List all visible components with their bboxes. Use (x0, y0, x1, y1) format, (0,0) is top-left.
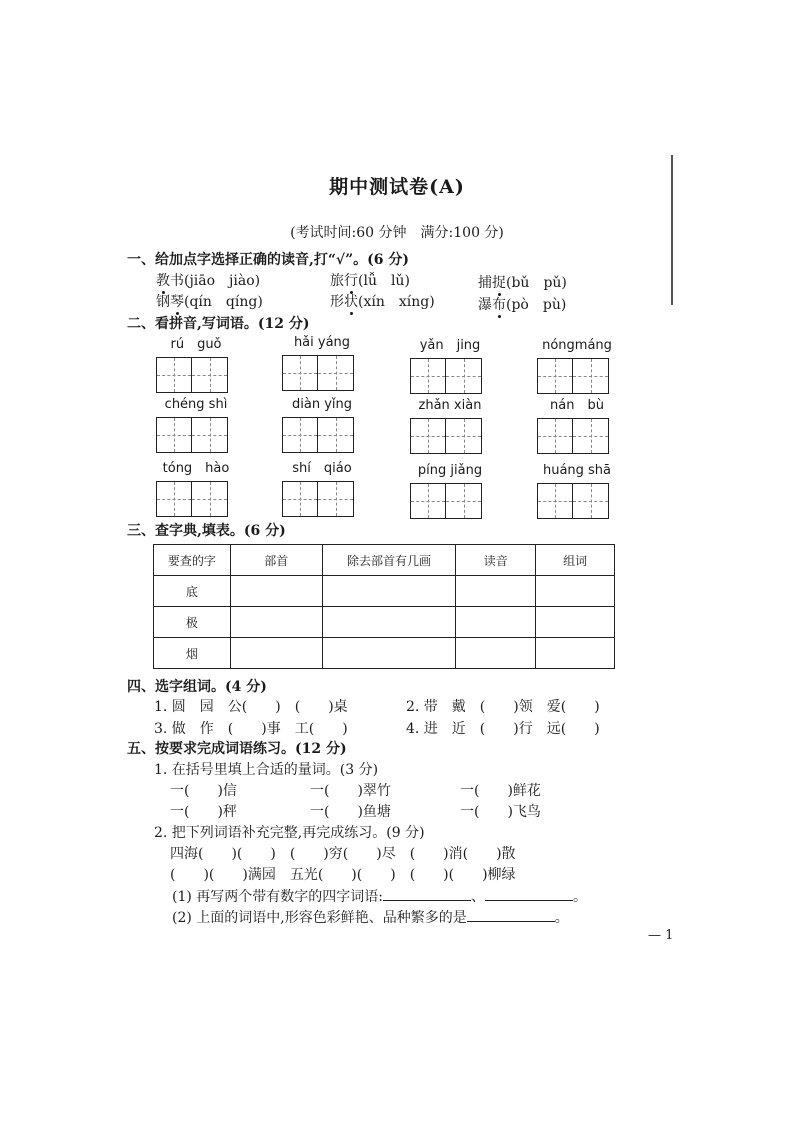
question-5-1: 1. 在括号里填上合适的量词。(3 分) (154, 762, 379, 778)
pinyin-word-11 (410, 462, 490, 519)
pinyin-word-5 (156, 396, 236, 453)
table-header: 除去部首有几画 (322, 545, 456, 576)
pinyin-label: nóngmáng (542, 338, 612, 353)
pinyin-label: rú guǒ (170, 337, 222, 352)
word-choice-1: 1. 圆 园 公( ) ( )桌 (154, 699, 348, 715)
writing-grid[interactable] (410, 418, 490, 454)
table-cell-blank[interactable] (456, 607, 536, 638)
pinyin-word-6 (282, 396, 362, 453)
table-header: 读音 (456, 545, 536, 576)
pinyin-word-9 (156, 460, 236, 517)
pinyin-label: tóng hào (162, 461, 230, 476)
answer-blank[interactable] (467, 907, 555, 922)
section-4-heading: 四、选字组词。(4 分) (127, 679, 267, 695)
measure-word-3: 一( )鲜花 (460, 783, 541, 799)
section-1-heading: 一、给加点字选择正确的读音,打“√”。(6 分) (127, 252, 410, 268)
writing-grid[interactable] (537, 483, 617, 519)
table-cell-blank[interactable] (536, 607, 615, 638)
table-cell-blank[interactable] (456, 638, 536, 669)
pinyin-choice-1: 教书(jiāo jiào) (156, 273, 261, 289)
pinyin-label: nán bù (550, 398, 604, 413)
table-row (154, 576, 615, 607)
pinyin-label: huáng shā (542, 463, 612, 478)
word-choice-2: 2. 带 戴 ( )领 爱( ) (406, 699, 600, 715)
table-cell-blank[interactable] (456, 576, 536, 607)
pinyin-label: yǎn jing (419, 338, 481, 353)
table-cell-blank[interactable] (322, 638, 456, 669)
pinyin-choice-6: 瀑布(pò pù) (478, 297, 567, 313)
section-3-heading: 三、查字典,填表。(6 分) (127, 523, 286, 539)
table-cell-blank[interactable] (536, 576, 615, 607)
idiom-line-2: ( )( )满园 五光( )( ) ( )( )柳绿 (170, 867, 516, 883)
section-2-heading: 二、看拼音,写词语。(12 分) (127, 316, 310, 332)
pinyin-label: píng jiǎng (417, 463, 483, 478)
measure-word-5: 一( )鱼塘 (310, 804, 391, 820)
sub-question-2: (2) 上面的词语中,形容色彩鲜艳、品种繁多的是 。 (172, 907, 569, 927)
sub-question-1: (1) 再写两个带有数字的四字词语: 、 。 (172, 886, 587, 906)
pinyin-label: zhǎn xiàn (418, 398, 482, 413)
table-cell-char: 烟 (154, 638, 231, 669)
pinyin-choice-5: 形状(xín xíng) (330, 294, 435, 310)
section-5-heading: 五、按要求完成词语练习。(12 分) (127, 741, 347, 757)
idiom-line-1: 四海( )( ) ( )穷( )尽 ( )消( )散 (170, 846, 516, 862)
writing-grid[interactable] (282, 481, 362, 517)
exam-info: (考试时间:60 分钟 满分:100 分) (290, 225, 504, 241)
writing-grid[interactable] (537, 418, 617, 454)
writing-grid[interactable] (410, 483, 490, 519)
answer-blank[interactable] (383, 886, 471, 901)
pinyin-label: diàn yǐng (292, 397, 352, 412)
table-cell-blank[interactable] (536, 638, 615, 669)
word-choice-3: 3. 做 作 ( )事 工( ) (154, 721, 348, 737)
table-row (154, 607, 615, 638)
writing-grid[interactable] (282, 417, 362, 453)
table-cell-char: 底 (154, 576, 231, 607)
table-header-row (154, 545, 615, 576)
pinyin-choice-3: 捕捉(bǔ pǔ) (478, 275, 567, 291)
writing-grid[interactable] (156, 357, 236, 393)
writing-grid[interactable] (537, 358, 617, 394)
table-header: 组词 (536, 545, 615, 576)
pinyin-word-8 (537, 397, 617, 454)
answer-blank[interactable] (485, 886, 573, 901)
pinyin-word-12 (537, 462, 617, 519)
pinyin-label: shí qiáo (292, 461, 352, 476)
writing-grid[interactable] (282, 355, 362, 391)
writing-grid[interactable] (156, 417, 236, 453)
word-choice-4: 4. 进 近 ( )行 远( ) (406, 721, 600, 737)
measure-word-4: 一( )秤 (170, 804, 237, 820)
table-cell-blank[interactable] (322, 607, 456, 638)
table-cell-blank[interactable] (322, 576, 456, 607)
table-header: 部首 (230, 545, 322, 576)
pinyin-choice-4: 钢琴(qín qíng) (156, 294, 263, 310)
pinyin-label: hǎi yáng (293, 335, 351, 350)
table-cell-blank[interactable] (230, 638, 322, 669)
measure-word-1: 一( )信 (170, 783, 237, 799)
table-cell-char: 极 (154, 607, 231, 638)
measure-word-2: 一( )翠竹 (310, 783, 391, 799)
dictionary-table (153, 544, 615, 669)
pinyin-label: chéng shì (164, 397, 228, 412)
measure-word-6: 一( )飞鸟 (460, 804, 541, 820)
question-5-2: 2. 把下列词语补充完整,再完成练习。(9 分) (154, 825, 425, 841)
pinyin-word-3 (410, 337, 490, 394)
writing-grid[interactable] (410, 358, 490, 394)
writing-grid[interactable] (156, 481, 236, 517)
pinyin-word-1 (156, 336, 236, 393)
pinyin-choice-2: 旅行(lǚ lǔ) (330, 273, 410, 289)
pinyin-word-10 (282, 460, 362, 517)
table-cell-blank[interactable] (230, 607, 322, 638)
table-cell-blank[interactable] (230, 576, 322, 607)
page-title: 期中测试卷(A) (329, 176, 465, 198)
pinyin-word-4 (537, 337, 617, 394)
page-number: — 1 (648, 928, 674, 943)
pinyin-word-2 (282, 334, 362, 391)
table-row (154, 638, 615, 669)
pinyin-word-7 (410, 397, 490, 454)
table-header: 要查的字 (154, 545, 231, 576)
